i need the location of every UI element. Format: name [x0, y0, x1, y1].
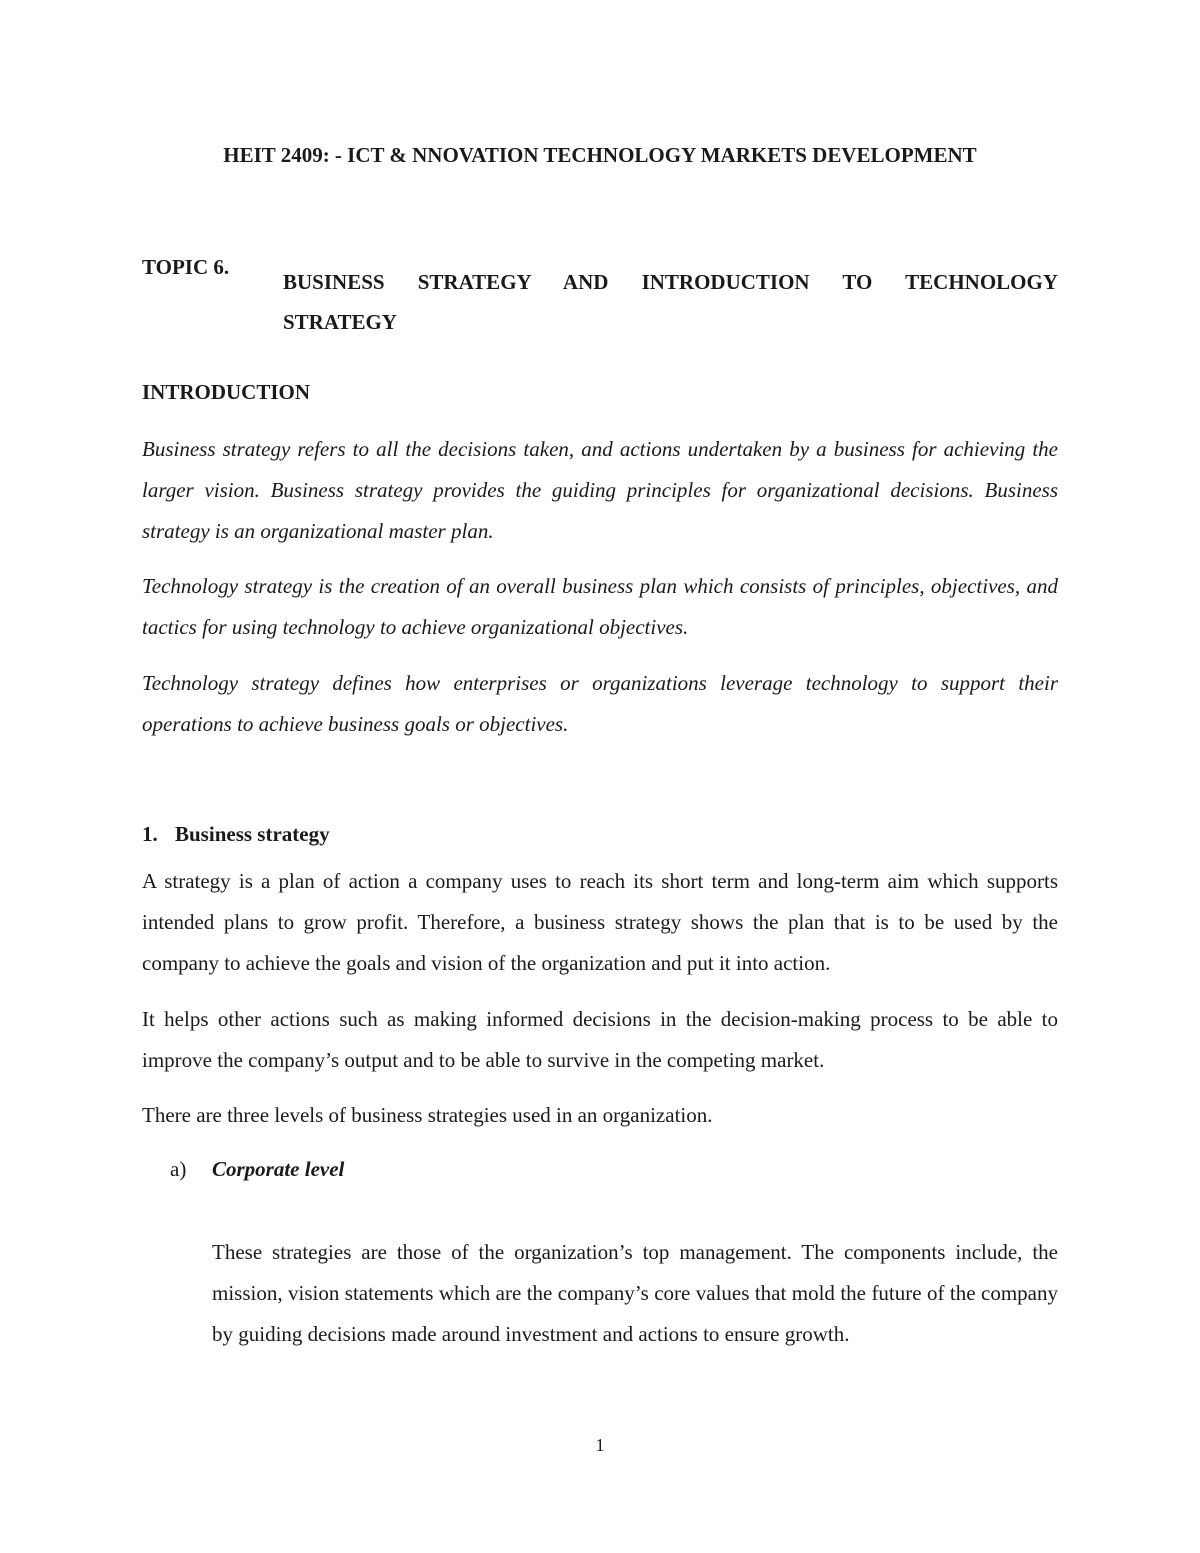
course-title: HEIT 2409: - ICT & NNOVATION TECHNOLOGY MARKETS DEVELOPMENT: [223, 143, 977, 167]
intro-paragraph-technology-strategy: Technology strategy is the creation of an overall business plan which consists of principles, objectives, and tactics for using technology to achieve organizational objectives.: [142, 574, 1058, 639]
section-title: Business strategy: [175, 822, 330, 846]
section-number: 1.: [142, 822, 158, 846]
sub-item-label: Corporate level: [212, 1157, 345, 1181]
sub-item-corporate-level: [170, 1157, 344, 1182]
intro-paragraph-business-strategy: Business strategy refers to all the decisions taken, and actions undertaken by a business for achieving the larger vision. Business strategy provides the guiding principles for organizational decisions. Business strategy is an organizational master plan.: [142, 437, 1058, 543]
topic-title-line2: STRATEGY: [283, 310, 397, 334]
business-strategy-paragraph-2: It helps other actions such as making informed decisions in the decision-making process to be able to improve the company’s output and to be able to survive in the competing market.: [142, 1007, 1058, 1072]
business-strategy-paragraph-1: A strategy is a plan of action a company uses to reach its short term and long-term aim which supports intended plans to grow profit. Therefore, a business strategy shows the plan that is to be used by the company to achieve the goals and vision of the organization and put it into action.: [142, 869, 1058, 975]
topic-label: TOPIC 6.: [142, 255, 230, 279]
intro-paragraph-technology-strategy-defines: Technology strategy defines how enterprises or organizations leverage technology to support their operations to achieve business goals or objectives.: [142, 671, 1058, 736]
section-heading-business-strategy: [142, 822, 330, 847]
topic-title-line1: BUSINESS STRATEGY AND INTRODUCTION TO TECHNOLOGY: [283, 270, 1058, 294]
page-number: 1: [595, 1435, 605, 1455]
introduction-heading: INTRODUCTION: [142, 380, 311, 404]
business-strategy-paragraph-3: There are three levels of business strategies used in an organization.: [142, 1103, 713, 1127]
sub-item-letter: a): [170, 1157, 187, 1181]
corporate-level-paragraph: These strategies are those of the organization’s top management. The components include, the mission, vision statements which are the company’s core values that mold the future of the company by guiding decisions made around investment and actions to ensure growth.: [212, 1240, 1058, 1346]
